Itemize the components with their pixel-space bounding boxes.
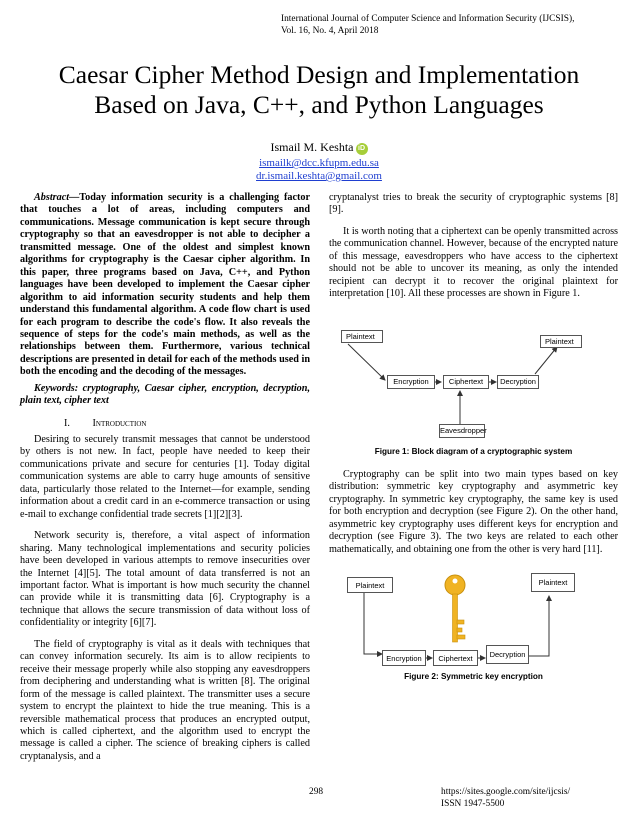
figure-1	[329, 320, 618, 442]
title-line-2: Based on Java, C++, and Python Languages	[94, 90, 544, 119]
right-column-middle	[329, 469, 618, 556]
right-column-top	[329, 192, 618, 301]
figure-2-caption: Figure 2: Symmetric key encryption	[404, 672, 543, 681]
ciphertext-paragraph: It is worth noting that a ciphertext can be openly transmitted across the communication channel. However, because of the encrypted nature of this message, eavesdroppers who have access to the ciphertext should not be able to uncover its meaning, as only the intended recipient can decrypt it to recover the original plaintext for interpretation [10]. All these processes are shown in Figure 1.	[329, 225, 618, 300]
fig1-decryption: Decryption	[497, 375, 539, 389]
keywords	[20, 383, 310, 408]
keywords-text: cryptography, Caesar cipher, encryption, decryption, plain text, cipher text	[20, 383, 310, 407]
fig1-eavesdropper: Eavesdropper	[439, 424, 485, 438]
keywords-block	[20, 383, 310, 408]
fig1-plaintext-left: Plaintext	[341, 330, 383, 343]
intro-paragraph-3: The field of cryptography is vital as it deals with techniques that can convey information securely. Its aim is to allow recipients to receive their message properly while also stopping any eavesdroppers from deciphering and understanding what is written [8]. The original form of the message is called plaintext. The transmitter uses a secure system to encrypt the plaintext to hide the true meaning. This is a reversible mathematical process that produces an encrypted output, which is called ciphertext, and the algorithm used to encrypt the message is called a cipher. The science of breaking ciphers is called cryptanalysis, and a	[20, 638, 310, 762]
journal-name: International Journal of Computer Science and Information Security (IJCSIS),	[281, 14, 575, 24]
abstract-label: Abstract—	[34, 192, 80, 203]
section-title: Introduction	[92, 418, 147, 429]
journal-url[interactable]: https://sites.google.com/site/ijcsis/	[441, 787, 571, 797]
fig2-encryption: Encryption	[382, 650, 426, 666]
orcid-icon[interactable]: iD	[356, 143, 368, 155]
figure-1-caption: Figure 1: Block diagram of a cryptographic system	[374, 447, 573, 456]
section-heading	[64, 418, 146, 429]
figure-2	[335, 570, 575, 666]
fig2-decryption: Decryption	[486, 645, 529, 664]
intro-paragraph-2: Network security is, therefore, a vital aspect of information sharing. Many technological implementations and security policies have been developed in various attempts to remove insecurities over the Internet [4][5]. The total amount of data transferred is not an important factor. What is important is how much security the channel can provide while it is transmitting data [6]. Cryptography is a technique that allows the secure transmission of data without loss of confidentiality or integrity [6][7].	[20, 530, 310, 629]
cryptography-types-paragraph: Cryptography can be split into two main types based on key distribution: symmetric key cryptography and asymmetric key cryptography. In symmetric key cryptography, the same key is used for both encryption and decryption (see Figure 2). On the other hand, asymmetric key cryptography uses different keys for encryption and decryption (see Figure 3). The two keys are related to each other mathematically, and obtaining one from the other is very hard [11].	[329, 469, 618, 555]
section-number: I.	[64, 418, 70, 429]
author-block	[0, 140, 638, 155]
author-email-1[interactable]: ismailk@dcc.kfupm.edu.sa	[259, 157, 379, 169]
paper-title	[20, 60, 618, 120]
intro-paragraph-1: Desiring to securely transmit messages that cannot be understood by others is not new. In fact, people have needed to keep their communications private and secure for centuries [1]. Today digital communication systems are able to carry huge amounts of sensitive data, particularly those related to the Internet—for example, sending information about a credit card in an e-commerce transaction or using e-mail to exchange confidential trade secrets [1][2][3].	[20, 434, 310, 520]
continuation-paragraph: cryptanalyst tries to break the security of cryptographic systems [8][9].	[329, 192, 618, 216]
fig1-plaintext-right: Plaintext	[540, 335, 582, 348]
author-email-2[interactable]: dr.ismail.keshta@gmail.com	[256, 170, 382, 182]
fig2-plaintext-left: Plaintext	[347, 577, 393, 593]
fig2-ciphertext: Ciphertext	[433, 650, 478, 666]
fig1-encryption: Encryption	[387, 375, 435, 389]
fig1-ciphertext: Ciphertext	[443, 375, 489, 389]
abstract-text: Today information security is a challenging factor that touches a lot of areas, including computers and communications. Message communication is kept secure through cryptography so that an eavesdropper is not able to decipher a transmitted message. One of the oldest and simplest known algorithms for cryptography is the Caesar cipher algorithm. In this paper, three programs based on Java, C++, and Python languages have been developed to implement the Caesar cipher algorithm to aid information security students and help them understand this fundamental algorithm. A code flow chart is used for each program to describe the code's flow. It also reveals the sequence of steps for the code's main methods, as well as the relationships between them. Furthermore, various technical descriptions are presented in detail for each of the methods used in both the encoding and the decoding of the messages.	[20, 192, 310, 378]
journal-header	[281, 13, 574, 37]
footer-links	[441, 786, 570, 810]
fig2-plaintext-right: Plaintext	[531, 573, 575, 592]
page-number: 298	[309, 787, 324, 797]
left-column	[20, 192, 310, 379]
key-icon	[445, 575, 465, 642]
abstract	[20, 192, 310, 379]
keywords-label: Keywords:	[34, 383, 79, 394]
author-name: Ismail M. Keshta	[270, 140, 354, 154]
introduction-text	[20, 434, 310, 763]
issn: ISSN 1947-5500	[441, 799, 505, 809]
journal-volume: Vol. 16, No. 4, April 2018	[281, 26, 379, 36]
title-line-1: Caesar Cipher Method Design and Implementation	[58, 60, 580, 89]
